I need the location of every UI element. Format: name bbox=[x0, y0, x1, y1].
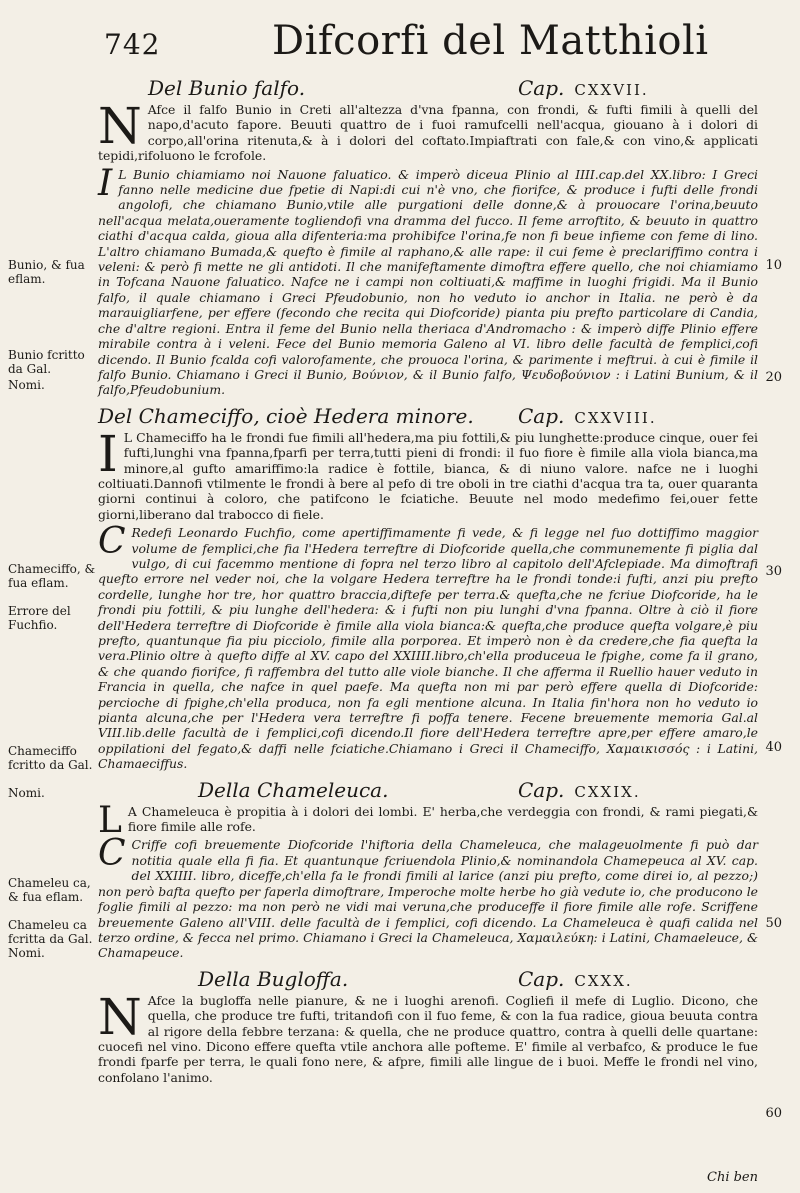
margin-note: Chameleu ca, & fua eflam. bbox=[8, 876, 91, 904]
chapter-section bbox=[98, 76, 758, 398]
margin-note: Nomi. bbox=[8, 946, 45, 960]
chapter-title: Del Chameciffo, cioè Hedera minore. bbox=[98, 403, 474, 428]
drop-cap: C bbox=[98, 521, 126, 563]
drop-cap: I bbox=[98, 424, 118, 483]
commentary-paragraph: C Redefi Leonardo Fuchfio, come apertiffimamente fi vede, & fi legge nel fuo dottiffimo maggior volume de femplici,che fia l'Hedera terreftre di Diofcoride quella,che communemente fi piglia dal vulgo, di cui facemmo mentione di fopra nel terzo libro al capitolo dell'Afclepiade. Ma dimoftrafi quefto errore nel veder noi, che la volgare Hedera terreftre ha le frondi tonde:i fufti, anzi piu prefto cordelle, lunghe hor tre, hor quattro braccia,diftefe per terra.& quefta,che ne fcriue Diofcoride, ha le frondi piu fottili, & piu lunghe dell'hedera: & i fufti non piu lunghi d'vna fpanna. Oltre à ciò il fiore dell'Hedera terreftre di Diofcoride è fimile alla viola bianca:& quefta,che produce quefta volgare,è piu prefto, quantunque fia piu picciolo, fimile alla porporea. Et imperò non è da credere,che fia quefta la vera.Plinio oltre à quefto diffe al XV. capo del XXIIII.libro,ch'ella produceua le fpighe, come fa il grano, & che quando fiorifce, fi raffembra del tutto alle viole bianche. Il che afferma il Ruellio hauer veduto in Francia in quella, che nafce in quel paefe. Ma quefta non mi par però effere quella di Diofcoride: percioche di fpighe,ch'ella produca, non fa egli mentione alcuna. In Italia fin'hora non ho veduto io pianta alcuna,che per l'Hedera vera terreftre fi poffa tenere. Fecene breuemente memoria Gal.al VIII.lib.delle facultà de i femplici,cofi dicendo.Il fiore dell'Hedera terreftre apre,per effere amaro,le oppilationi del fegato,& daffi nelle fciatiche.Chiamano i Greci il Chameciffo, Χαμαικισσός : i Latini, Chamaeciffus. bbox=[98, 521, 758, 772]
drop-cap: N bbox=[98, 97, 142, 155]
drop-cap: N bbox=[98, 987, 142, 1046]
chapter-number: Cap. CXXVII. bbox=[518, 76, 649, 100]
drop-cap: C bbox=[98, 833, 126, 875]
chapter-section bbox=[98, 967, 758, 1085]
chapter-number: Cap. CXXX. bbox=[518, 966, 633, 991]
margin-note: Errore del Fuchfio. bbox=[8, 604, 71, 632]
chapter-heading bbox=[98, 967, 758, 993]
text-paragraph: L A Chameleuca è propitia à i dolori dei lombi. E' herba,che verdeggia con frondi, & rami piegati,& fiore fimile alle rofe. bbox=[98, 799, 758, 841]
line-number: 20 bbox=[765, 370, 782, 385]
chapter-heading bbox=[98, 778, 758, 804]
margin-note: Bunio, & fua eflam. bbox=[8, 258, 85, 286]
line-number: 10 bbox=[765, 258, 782, 273]
chapter-title: Della Chameleuca. bbox=[198, 777, 389, 802]
chapter-section bbox=[98, 778, 758, 961]
chapter-heading bbox=[98, 404, 758, 430]
chapter-number: Cap. CXXVIII. bbox=[518, 403, 657, 428]
running-title: Difcorfi del Matthioli bbox=[272, 18, 709, 64]
commentary-paragraph: C Criffe cofi breuemente Diofcoride l'hiftoria della Chameleuca, che malageuolmente fi può dar notitia quale ella fi fia. Et quantunque fcriuendola Plinio,& nominandola Chamepeuca al XV. cap. del XXIIII. libro, diceffe,ch'ella fa le frondi fimili al larice (anzi piu prefto, come direi io, al pezzo;) non però bafta quefto per faperla dimoftrare, Imperoche molte herbe ho già vedute io, che producono le foglie fimili al pezzo: ma non però ne vidi mai veruna,che produceffe il fiore fimile alle rofe. Scriffene breuemente Galeno all'VIII. delle facultà de i femplici, cofi dicendo. La Chameleuca è quafi calida nel terzo ordine, & fecca nel primo. Chiamano i Greci la Chameleuca, Χαμαιλεύκη: i Latini, Chamaeleuce, & Chamapeuce. bbox=[98, 833, 758, 961]
line-number: 30 bbox=[765, 564, 782, 579]
catchword: Chi ben bbox=[707, 1170, 758, 1185]
chapter-title: Del Bunio falfo. bbox=[148, 76, 306, 100]
line-number: 60 bbox=[765, 1106, 782, 1121]
chapter-title: Della Bugloffa. bbox=[198, 966, 349, 991]
margin-note: Chameciffo, & fua eflam. bbox=[8, 562, 96, 590]
drop-cap: L bbox=[98, 799, 122, 841]
margin-note: Bunio fcritto da Gal. bbox=[8, 348, 85, 376]
margin-note: Chameleu ca fcritta da Gal. bbox=[8, 918, 93, 946]
commentary-paragraph: I L Bunio chiamiamo noi Nauone faluatico. & imperò diceua Plinio al IIII.cap.del XX.libro: I Greci fanno nelle medicine due fpetie di Napi:di cui n'è vno, che fiorifce, & produce i fufti delle frondi angolofi, che chiamano Bunio,vtile alle purgationi delle donne,& à prouocare l'orina,beuuto nell'acqua melata,oueramente togliendofi vna dramma del fucco. Il feme arroftito, & beuuto in quattro ciathi d'acqua calda, gioua alla difenteria:ma prohibifce l'orina,fe non fi beue infieme con feme di lino. L'altro chiamano Bumada,& quefto è fimile al raphano,& alle rape: il cui feme è preclariffimo contra i veleni: & però fi mette ne gli antidoti. Il che manifeftamente dimoftra effere quello, che noi chiamiamo in Tofcana Nauone faluatico. Nafce ne i campi non coltiuati,& maffime in luoghi frigidi. Ma il Bunio falfo, il quale chiamano i Greci Pfeudobunio, non ho veduto io anchor in Italia. ne però è da marauigliarfene, per effere (fecondo che recita qui Diofcoride) pianta piu prefto particolare di Candia, che d'altre regioni. Entra il feme del Bunio nella theriaca d'Andromacho : & imperò diffe Plinio effere mirabile contra à i veleni. Fece del Bunio memoria Galeno al VI. libro delle facultà de femplici,cofi dicendo. Il Bunio fcalda cofi valorofamente, che prouoca l'orina, & parimente i meftrui. à cui è fimile il falfo Bunio. Chiamano i Greci il Bunio, Βούνιον, & il Bunio falfo, Ψευδοβούνιον : i Latini Bunium, & il falfo,Pfeudobunium. bbox=[98, 162, 758, 398]
margin-note: Nomi. bbox=[8, 378, 45, 392]
margin-note: Chameciffo fcritto da Gal. bbox=[8, 744, 93, 772]
text-paragraph: N Afce il falfo Bunio in Creti all'altezza d'vna fpanna, con frondi, & fufti fimili à quelli del napo,d'acuto fapore. Beuuti quattro de i fuoi ramufcelli nell'acqua, giouano à i dolori di corpo,all'orina ritenuta,& à i dolori del coftato.Impiaftrati con fale,& con vino,& applicati tepidi,rifoluono le fcrofole. bbox=[98, 97, 758, 164]
chapter-section bbox=[98, 404, 758, 772]
page-header bbox=[0, 18, 800, 68]
text-paragraph: I L Chameciffo ha le frondi fue fimili all'hedera,ma piu fottili,& piu lunghette:produce cinque, ouer fei fufti,lunghi vna fpanna,fparfi per terra,tutti pieni di frondi: il fuo fiore è fimile alla viola bianca,ma minore,al gufto amariffimo:la radice è fottile, bianca, & di niuno valore. nafce ne i luoghi coltiuati.Dannofi vtilmente le frondi à bere al pefo di tre oboli in tre ciathi d'acqua tra ta, ouer quaranta giorni continui à coloro, che patifcono le fciatiche. Beuute nel modo medefimo fei,ouer fette giorni,liberano dal trabocco di fiele. bbox=[98, 424, 758, 522]
main-text bbox=[98, 76, 758, 1091]
margin-note: Nomi. bbox=[8, 786, 45, 800]
page-number: 742 bbox=[104, 28, 161, 61]
text-paragraph: N Afce la bugloffa nelle pianure, & ne i luoghi arenofi. Cogliefi il mefe di Luglio. Dicono, che quella, che produce tre fufti, tritandofi con il fuo feme, & con la fua radice, gioua beuuta contra al rigore della febbre terzana: & quella, che ne produce quattro, contra à quelli delle quartane: cuocefi nel vino. Dicono effere quefta vtile anchora alle pofteme. E' fimile al verbafco, & produce le fue frondi fparfe per terra, le quali fono nere, & afpre, fimili alle lingue de i buoi. Meffe le frondi nel vino, confolano l'animo. bbox=[98, 987, 758, 1085]
line-number: 40 bbox=[765, 740, 782, 755]
chapter-heading bbox=[98, 76, 758, 102]
drop-cap: I bbox=[98, 162, 113, 204]
chapter-number: Cap. CXXIX. bbox=[518, 777, 641, 802]
line-number: 50 bbox=[765, 916, 782, 931]
